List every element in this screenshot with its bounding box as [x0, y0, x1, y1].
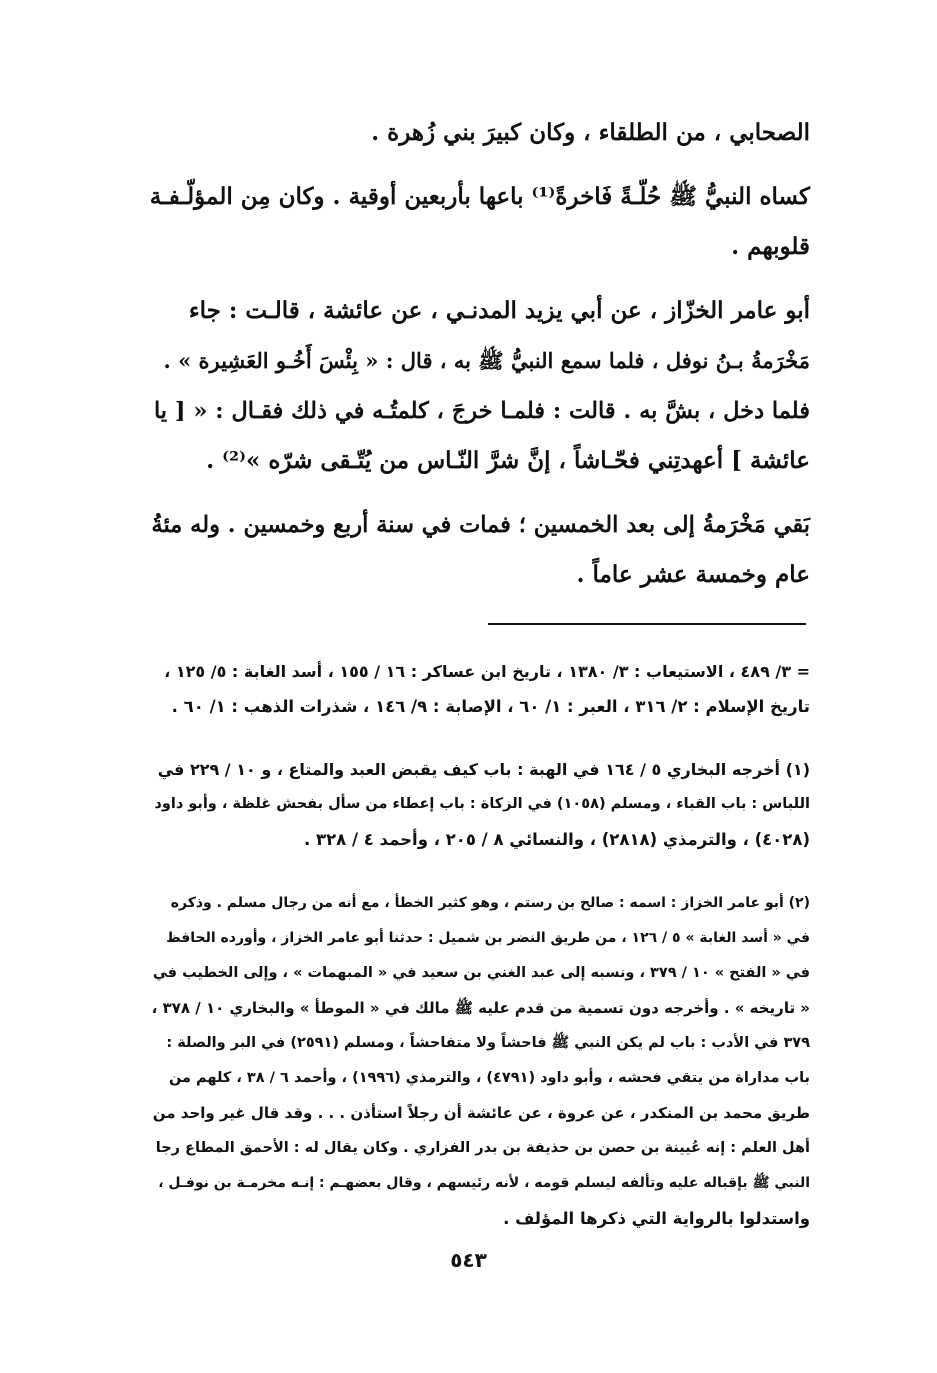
footnote-1	[150, 752, 810, 857]
footnote-line: (٤٠٢٨) ، والترمذي (٢٨١٨) ، والنسائي ٨ / ٢٠٥ ، وأحمد ٤ / ٣٢٨ .	[303, 830, 810, 849]
footnote-line: أهل العلم : إنه عُيينة بن حصن بن حذيفة بن بدر الفزاري . وكان يقال له : الأحمق المطاع رجا	[155, 1140, 810, 1156]
footnote-line: (١) أخرجه البخاري ٥ / ١٦٤ في الهبة : باب كيف يقبض العبد والمتاع ، و ١٠ / ٢٢٩ في	[157, 760, 810, 779]
footnote-line: اللباس : باب القباء ، ومسلم (١٠٥٨) في الزكاة : باب إعطاء من سأل بفحش غلظة ، وأبو داود	[154, 796, 810, 812]
text-line: فلما دخل ، بشَّ به . قالت : فلمـا خرجَ ، كلمتُـه في ذلك فقـال : « [ يا	[153, 398, 810, 424]
footnote-line: « تاريخه » . وأخرجه دون تسمية من قدم عليه ﷺ مالك في « الموطأ » والبخاري ١٠ / ٣٧٨ ،	[151, 999, 810, 1017]
footnote-line: ٣٧٩ في الأدب : باب لم يكن النبي ﷺ فاحشاً ولا متفاحشاً ، ومسلم (٢٥٩١) في البر والصلة :	[166, 1035, 810, 1051]
footnote-line: النبي ﷺ بإقباله عليه وتألفه ليسلم قومه ، لأنه رئيسهم ، وقال بعضهـم : إنـه مخرمـة بن نوفـل ،	[158, 1175, 810, 1191]
footnote-line: (٢) أبو عامر الخزاز : اسمه : صالح بن رستم ، وهو كثير الخطأ ، مع أنه من رجال مسلم . وذكره	[170, 895, 810, 911]
text-line: عائشة ] أعهدتِني فحّـاشاً ، إنَّ شرَّ النّـاس من يُتّـقى شرّه »⁽²⁾ .	[206, 447, 810, 474]
main-paragraph-4	[150, 500, 810, 600]
footnote-line: طريق محمد بن المنكدر ، عن عروة ، عن عائشة أن رجلاً استأذن . . . وقد قال غير واحد من	[152, 1104, 810, 1122]
text-line: عام وخمسة عشر عاماً .	[576, 561, 810, 588]
footnote-line: = ٣/ ٤٨٩ ، الاستيعاب : ٣/ ١٣٨٠ ، تاريخ ابن عساكر : ١٦ / ١٥٥ ، أسد الغابة : ٥/ ١٢٥ ،	[164, 662, 810, 681]
footnote-2	[150, 886, 810, 1236]
text-line: مَخْرَمةُ بـنُ نوفل ، فلما سمع النبيُّ ﷺ به ، قال : « بِئْسَ أَخُـو العَشِيرة » .	[163, 348, 810, 373]
footnote-line: في « أسد الغابة » ٥ / ١٢٦ ، من طريق النضر بن شميل : حدثنا أبو عامر الخزاز ، وأورده الحافظ	[166, 930, 810, 946]
footnote-line: باب مداراة من يتقي فحشه ، وأبو داود (٤٧٩١) ، والترمذي (١٩٩٦) ، وأحمد ٦ / ٣٨ ، كلهم من	[168, 1070, 810, 1086]
footnote-continuation	[150, 654, 810, 724]
text-line: بَقي مَخْرَمةُ إلى بعد الخمسين ؛ فمات في سنة أربع وخمسين . وله مئةُ	[151, 512, 810, 538]
text-line: أبو عامر الخزّاز ، عن أبي يزيد المدنـي ، عن عائشة ، قالـت : جاء	[188, 297, 810, 324]
text-line: الصحابي ، من الطلقاء ، وكان كبيرَ بني زُهرة .	[371, 119, 810, 146]
main-paragraph-3	[150, 286, 810, 486]
footnote-line: في « الفتح » ١٠ / ٣٧٩ ، ونسبه إلى عبد الغني بن سعيد في « المبهمات » ، وإلى الخطيب في	[152, 965, 810, 981]
text-line: قلوبهم .	[731, 233, 810, 260]
footnote-line: واستدلوا بالرواية التي ذكرها المؤلف .	[503, 1209, 810, 1228]
text-line: كساه النبيُّ ﷺ حُلّـةً فَاخرةً⁽¹⁾ باعها بأربعين أوقية . وكان مِن المؤلّـفـة	[149, 183, 810, 210]
page-number: ٥٤٣	[450, 1248, 487, 1272]
main-paragraph-2	[150, 172, 810, 272]
main-paragraph-1	[150, 108, 810, 158]
footnote-separator	[488, 623, 806, 625]
footnote-line: تاريخ الإسلام : ٢/ ٣١٦ ، العبر : ١/ ٦٠ ، الإصابة : ٩/ ١٤٦ ، شذرات الذهب : ١/ ٦٠ .	[171, 697, 810, 716]
